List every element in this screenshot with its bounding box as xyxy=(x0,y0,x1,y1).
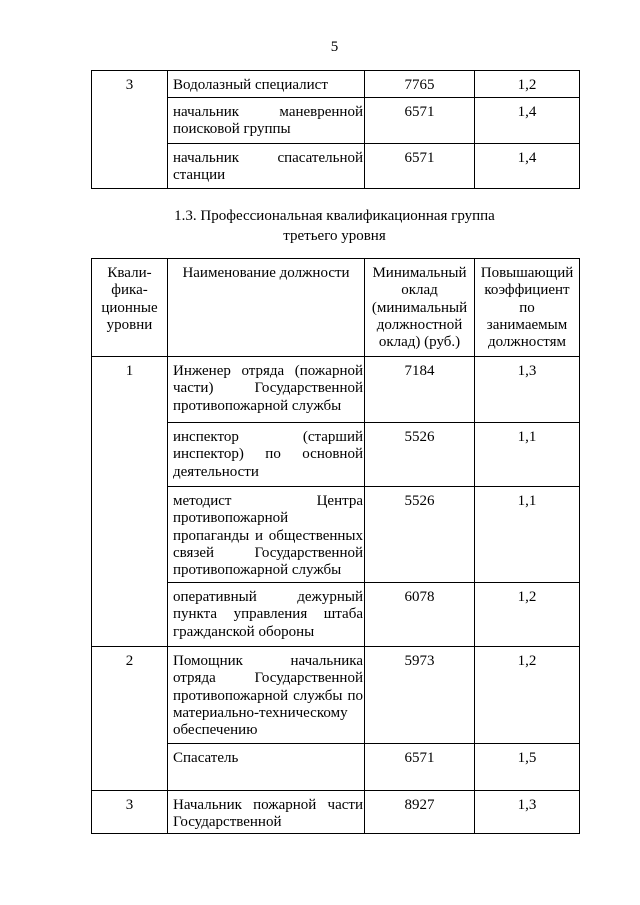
minimum-salary-value: 6571 xyxy=(404,150,435,166)
minimum-salary-value: 5526 xyxy=(404,493,435,509)
header-cell-line: должностной xyxy=(376,316,463,333)
coefficient-value: 1,1 xyxy=(517,429,537,445)
minimum-salary-value: 8927 xyxy=(404,797,435,813)
header-cell-line: уровни xyxy=(106,316,153,333)
section-heading-line: 1.3. Профессиональная квалификационная группа xyxy=(174,208,495,224)
position-name-cell xyxy=(168,583,365,647)
table-row xyxy=(92,357,580,423)
page-number: 5 xyxy=(330,39,339,55)
position-name-line: противопожарной службы xyxy=(173,562,342,579)
minimum-salary-value: 5973 xyxy=(404,653,435,669)
header-cell-line: занимаемым xyxy=(486,316,568,333)
header-cell-line: должностям xyxy=(487,334,567,351)
coefficient-cell xyxy=(475,423,580,487)
minimum-salary-value: 6078 xyxy=(404,589,435,605)
position-name-line: Водолазный специалист xyxy=(173,77,328,93)
table-row xyxy=(92,71,580,98)
coefficient-cell xyxy=(475,583,580,647)
position-name-line: части) Государственной xyxy=(173,380,363,397)
position-name-line: противопожарной службы xyxy=(173,397,342,414)
minimum-salary-cell xyxy=(365,357,475,423)
header-cell-qualification-level xyxy=(92,259,168,357)
position-name-cell xyxy=(168,487,365,583)
coefficient-value: 1,3 xyxy=(517,797,537,813)
position-name-line: начальник спасательной xyxy=(173,150,363,166)
position-name-line: методист Центра xyxy=(173,493,363,509)
minimum-salary-value: 7765 xyxy=(404,77,435,93)
position-name-line: оперативный дежурный xyxy=(173,589,363,605)
section-heading-line: третьего уровня xyxy=(283,228,386,244)
position-name-cell xyxy=(168,744,365,791)
position-name-line: отряда Государственной xyxy=(173,670,363,687)
header-cell-line: оклад xyxy=(401,282,438,299)
salary-table-third-level xyxy=(91,258,580,834)
minimum-salary-value: 6571 xyxy=(404,104,435,120)
minimum-salary-cell xyxy=(365,98,475,144)
minimum-salary-cell xyxy=(365,71,475,98)
position-name-line: Государственной xyxy=(173,814,282,831)
salary-table-continued-body xyxy=(92,71,580,189)
qualification-level-value: 3 xyxy=(125,797,134,813)
coefficient-value: 1,4 xyxy=(517,104,537,120)
position-name-line: инспектор (старший xyxy=(173,429,363,445)
position-name-cell xyxy=(168,357,365,423)
table-header-row xyxy=(92,259,580,357)
salary-table-header xyxy=(92,259,580,357)
header-cell-line: коэффициент xyxy=(484,282,570,299)
qualification-level-cell xyxy=(92,647,168,791)
coefficient-cell xyxy=(475,487,580,583)
coefficient-value: 1,2 xyxy=(517,653,537,669)
header-cell-minimum-salary xyxy=(365,259,475,357)
minimum-salary-cell xyxy=(365,487,475,583)
minimum-salary-value: 7184 xyxy=(404,363,435,379)
minimum-salary-cell xyxy=(365,583,475,647)
minimum-salary-value: 5526 xyxy=(404,429,435,445)
position-name-cell xyxy=(168,98,365,144)
coefficient-cell xyxy=(475,144,580,189)
position-name-line: станции xyxy=(173,167,226,184)
position-name-line: материально-техническому xyxy=(173,704,348,721)
salary-table-body xyxy=(92,357,580,834)
position-name-cell xyxy=(168,71,365,98)
position-name-line: инспектор) по основной xyxy=(173,446,363,463)
section-heading xyxy=(91,206,578,246)
position-name-line: Помощник начальника xyxy=(173,653,363,669)
position-name-line: Начальник пожарной части xyxy=(173,797,363,813)
coefficient-cell xyxy=(475,71,580,98)
qualification-level-cell xyxy=(92,791,168,834)
coefficient-value: 1,5 xyxy=(517,750,537,766)
minimum-salary-cell xyxy=(365,647,475,744)
qualification-level-value: 2 xyxy=(125,653,134,669)
position-name-line: поисковой группы xyxy=(173,121,291,138)
coefficient-cell xyxy=(475,357,580,423)
coefficient-value: 1,3 xyxy=(517,363,537,379)
minimum-salary-cell xyxy=(365,144,475,189)
minimum-salary-value: 6571 xyxy=(404,750,435,766)
header-cell-line: (минимальный xyxy=(371,299,468,316)
position-name-line: противопожарной службы по xyxy=(173,687,363,704)
position-name-line: связей Государственной xyxy=(173,544,363,561)
header-cell-line: оклад) (руб.) xyxy=(378,334,461,351)
position-name-line: гражданской обороны xyxy=(173,623,315,640)
header-cell-line: Минимальный xyxy=(372,265,467,281)
coefficient-value: 1,2 xyxy=(517,589,537,605)
header-cell-coefficient xyxy=(475,259,580,357)
qualification-level-cell xyxy=(92,71,168,189)
header-cell-line: ционные xyxy=(101,299,158,316)
header-cell-line: фика- xyxy=(111,282,148,299)
coefficient-value: 1,1 xyxy=(517,493,537,509)
header-cell-line: Наименование должности xyxy=(182,265,350,281)
header-cell-position-name xyxy=(168,259,365,357)
table-row xyxy=(92,791,580,834)
coefficient-cell xyxy=(475,647,580,744)
qualification-level-cell xyxy=(92,357,168,647)
coefficient-value: 1,2 xyxy=(517,77,537,93)
position-name-line: Спасатель xyxy=(173,750,239,766)
position-name-line: пункта управления штаба xyxy=(173,606,363,623)
header-cell-line: Квали- xyxy=(107,265,152,281)
coefficient-cell xyxy=(475,744,580,791)
header-cell-line: по xyxy=(519,299,535,316)
minimum-salary-cell xyxy=(365,423,475,487)
position-name-line: обеспечению xyxy=(173,722,258,739)
position-name-line: начальник маневренной xyxy=(173,104,363,120)
position-name-cell xyxy=(168,647,365,744)
minimum-salary-cell xyxy=(365,791,475,834)
salary-table-continued xyxy=(91,70,580,189)
header-cell-line: Повышающий xyxy=(480,265,574,281)
position-name-line: деятельности xyxy=(173,463,259,480)
qualification-level-value: 1 xyxy=(125,363,134,379)
minimum-salary-cell xyxy=(365,744,475,791)
qualification-level-value: 3 xyxy=(125,77,134,93)
table-row xyxy=(92,647,580,744)
position-name-line: противопожарной xyxy=(173,510,289,527)
position-name-cell xyxy=(168,423,365,487)
coefficient-cell xyxy=(475,98,580,144)
coefficient-cell xyxy=(475,791,580,834)
position-name-cell xyxy=(168,144,365,189)
position-name-cell xyxy=(168,791,365,834)
coefficient-value: 1,4 xyxy=(517,150,537,166)
position-name-line: Инженер отряда (пожарной xyxy=(173,363,363,379)
position-name-line: пропаганды и общественных xyxy=(173,527,363,544)
